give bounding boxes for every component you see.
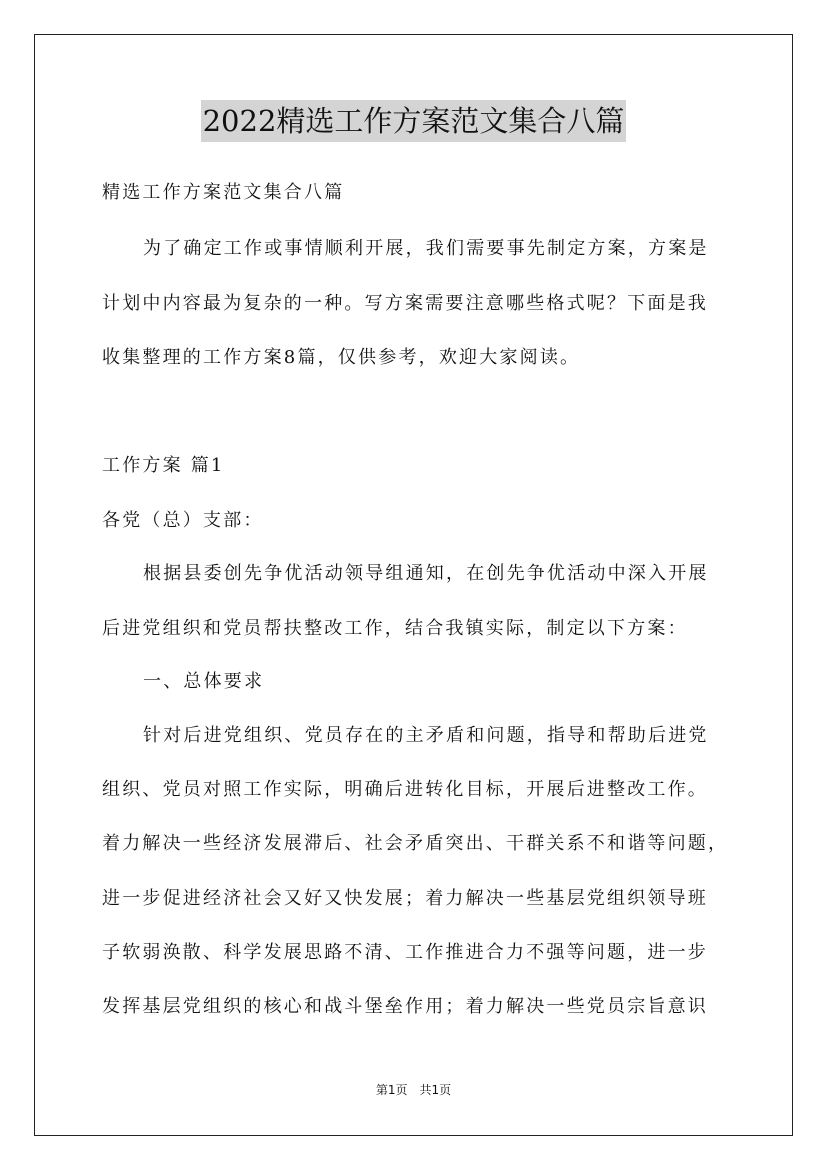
page-number-footer: 第1页 共1页 [375,1083,452,1097]
document-subtitle: 精选工作方案范文集合八篇 [102,182,345,203]
intro-line-3: 收集整理的工作方案8篇，仅供参考，欢迎大家阅读。 [102,347,581,368]
intro-line-2: 计划中内容最为复杂的一种。写方案需要注意哪些格式呢？下面是我 [102,293,708,314]
section-heading: 工作方案 篇1 [102,455,225,476]
paragraph-2-line-3: 着力解决一些经济发展滞后、社会矛盾突出、干群关系不和谐等问题， [102,833,729,854]
salutation: 各党（总）支部： [102,510,264,531]
paragraph-1-line-1: 根据县委创先争优活动领导组通知，在创先争优活动中深入开展 [143,563,709,584]
document-title: 2022精选工作方案范文集合八篇 [201,100,627,142]
paragraph-2-line-4: 进一步促进经济社会又好又快发展；着力解决一些基层党组织领导班 [102,888,708,909]
paragraph-2-line-5: 子软弱涣散、科学发展思路不清、工作推进合力不强等问题，进一步 [102,942,708,963]
title-container [0,100,827,142]
intro-line-1: 为了确定工作或事情顺利开展，我们需要事先制定方案，方案是 [143,238,709,259]
paragraph-1-line-2: 后进党组织和党员帮扶整改工作，结合我镇实际，制定以下方案： [102,618,688,639]
paragraph-2-line-2: 组织、党员对照工作实际，明确后进转化目标，开展后进整改工作。 [102,779,708,800]
paragraph-2-line-1: 针对后进党组织、党员存在的主矛盾和问题，指导和帮助后进党 [143,725,709,746]
paragraph-2-line-6: 发挥基层党组织的核心和战斗堡垒作用；着力解决一些党员宗旨意识 [102,996,708,1017]
subheading: 一、总体要求 [143,671,265,692]
